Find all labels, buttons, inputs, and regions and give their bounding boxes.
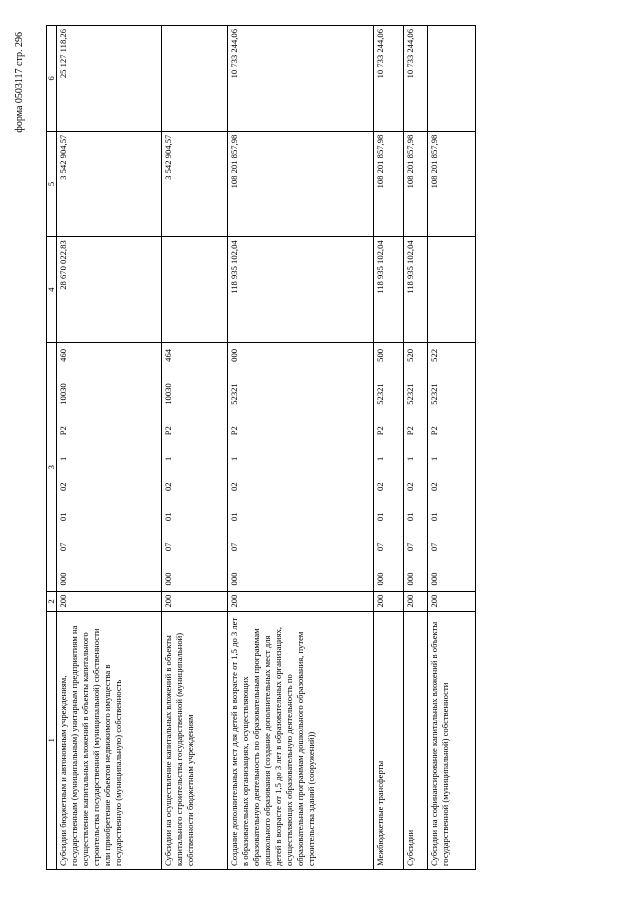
- row-col6: 10 733 244,06: [374, 26, 404, 132]
- row-name: Субсидии: [404, 611, 428, 869]
- code-part: 01: [375, 512, 385, 522]
- code-part: P2: [405, 426, 415, 436]
- row-name: Субсидии бюджетным и автономным учреждениям, государственным (муниципальным) унитарным предприятиям на осуществление капитальных вложений в объекты капитального строительства государственной (муниципальной) собственности или приобретение объектов недвижимого имущества в государственную (муниципальную) собственность: [57, 611, 162, 869]
- row-col6: [428, 26, 476, 132]
- code-part: 02: [229, 482, 239, 492]
- code-part: 000: [429, 572, 439, 586]
- code-part: 1: [405, 456, 415, 462]
- code-part: 464: [163, 348, 173, 362]
- row-col5: 3 542 904,57: [57, 131, 162, 237]
- row-line-code: 200: [428, 592, 476, 611]
- row-line-code: 200: [228, 592, 374, 611]
- row-col5: 108 201 857,98: [404, 131, 428, 237]
- row-col4: 118 935 102,04: [374, 237, 404, 343]
- row-budget-code: [228, 342, 374, 591]
- code-part: 02: [405, 482, 415, 492]
- code-part: P2: [58, 426, 68, 436]
- code-part: 520: [405, 348, 415, 362]
- row-budget-code: [428, 342, 476, 591]
- row-name: Межбюджетные трансферты: [374, 611, 404, 869]
- table-row: [57, 26, 162, 870]
- row-line-code: 200: [57, 592, 162, 611]
- code-part: P2: [229, 426, 239, 436]
- row-budget-code: [162, 342, 228, 591]
- table-row: [428, 26, 476, 870]
- code-part: 522: [429, 348, 439, 362]
- row-col4: 118 935 102,04: [404, 237, 428, 343]
- code-part: 02: [429, 482, 439, 492]
- code-part: 500: [375, 348, 385, 362]
- row-col6: 10 733 244,06: [228, 26, 374, 132]
- code-part: 1: [375, 456, 385, 462]
- code-part: 10030: [58, 383, 68, 405]
- row-col4: 118 935 102,04: [228, 237, 374, 343]
- code-part: 10030: [163, 383, 173, 405]
- code-part: 52321: [429, 383, 439, 405]
- code-part: 000: [405, 572, 415, 586]
- code-part: 000: [229, 348, 239, 362]
- code-part: 1: [58, 456, 68, 462]
- row-col5: 108 201 857,98: [428, 131, 476, 237]
- table-row: [374, 26, 404, 870]
- header-cell: 4: [47, 237, 57, 343]
- row-col4: 28 670 022,83: [57, 237, 162, 343]
- code-part: 02: [375, 482, 385, 492]
- table-row: [228, 26, 374, 870]
- row-budget-code: [57, 342, 162, 591]
- code-part: 1: [163, 456, 173, 462]
- code-part: 000: [375, 572, 385, 586]
- code-part: P2: [429, 426, 439, 436]
- code-part: 07: [405, 542, 415, 552]
- header-cell: 1: [47, 611, 57, 869]
- code-part: 07: [375, 542, 385, 552]
- code-part: 01: [429, 512, 439, 522]
- code-part: P2: [163, 426, 173, 436]
- row-line-code: 200: [374, 592, 404, 611]
- header-cell: 2: [47, 592, 57, 611]
- code-part: 1: [429, 456, 439, 462]
- form-label: форма 0503117 стр. 296: [14, 32, 25, 133]
- code-part: 000: [58, 572, 68, 586]
- code-part: 02: [58, 482, 68, 492]
- code-part: 52321: [229, 383, 239, 405]
- row-col6: [162, 26, 228, 132]
- header-cell: 3: [47, 342, 57, 591]
- header-cell: 5: [47, 131, 57, 237]
- code-part: 1: [229, 456, 239, 462]
- row-budget-code: [374, 342, 404, 591]
- row-col5: 108 201 857,98: [228, 131, 374, 237]
- row-col4: [428, 237, 476, 343]
- row-budget-code: [404, 342, 428, 591]
- code-part: 01: [163, 512, 173, 522]
- table-row: [162, 26, 228, 870]
- code-part: 01: [58, 512, 68, 522]
- code-part: 460: [58, 348, 68, 362]
- code-part: 52321: [405, 383, 415, 405]
- row-line-code: 200: [162, 592, 228, 611]
- row-name: Создание дополнительных мест для детей в возрасте от 1,5 до 3 лет в образовательных организациях, осуществляющих образовательную деятельность по образовательным программам дошкольного образования (создание дополнительных мест для детей в возрасте от 1,5 до 3 лет в образовательных организациях, осуществляющих образовательную деятельность по образовательным программам дошкольного образования, путем строительства зданий (сооружений)): [228, 611, 374, 869]
- row-name: Субсидии на осуществление капитальных вложений в объекты капитального строительства государственной (муниципальной) собственности бюджетным учреждениям: [162, 611, 228, 869]
- code-part: 07: [163, 542, 173, 552]
- code-part: 07: [58, 542, 68, 552]
- header-row: [47, 26, 57, 870]
- code-part: 01: [229, 512, 239, 522]
- row-name: Субсидии на софинансирование капитальных вложений в объекты государственной (муниципальной) собственности: [428, 611, 476, 869]
- code-part: 52321: [375, 383, 385, 405]
- code-part: 07: [429, 542, 439, 552]
- code-part: 02: [163, 482, 173, 492]
- report-table: [46, 25, 476, 870]
- code-part: 000: [229, 572, 239, 586]
- code-part: 01: [405, 512, 415, 522]
- row-line-code: 200: [404, 592, 428, 611]
- row-col6: 10 733 244,06: [404, 26, 428, 132]
- code-part: 000: [163, 572, 173, 586]
- table-row: [404, 26, 428, 870]
- row-col5: 3 542 904,57: [162, 131, 228, 237]
- row-col6: 25 127 118,26: [57, 26, 162, 132]
- row-col4: [162, 237, 228, 343]
- header-cell: 6: [47, 26, 57, 132]
- code-part: P2: [375, 426, 385, 436]
- row-col5: 108 201 857,98: [374, 131, 404, 237]
- code-part: 07: [229, 542, 239, 552]
